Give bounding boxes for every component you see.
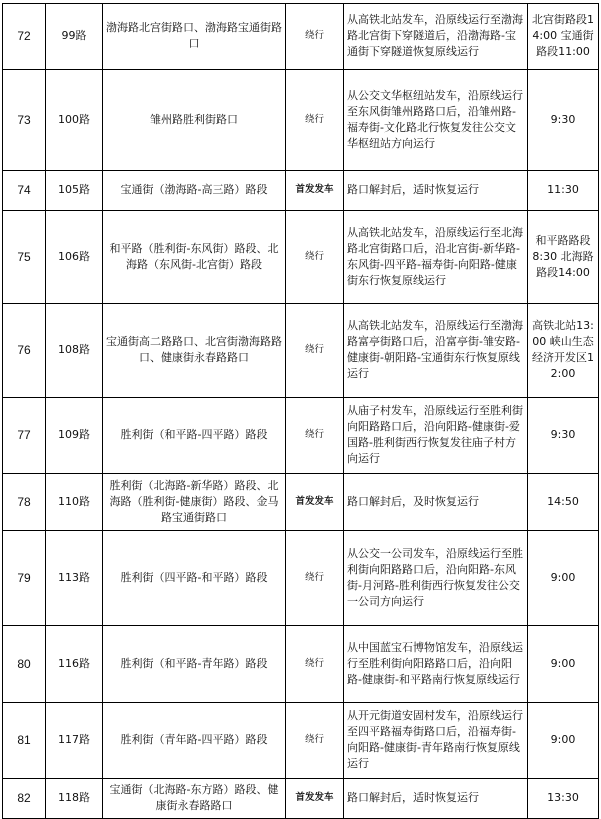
affected-section: 宝通街高二路路口、北宫街渤海路路口、健康街永春路路口 (103, 303, 286, 397)
resume-time: 9:00 (528, 702, 599, 778)
resume-time: 13:30 (528, 778, 599, 818)
status-label: 绕行 (286, 69, 344, 170)
detour-detail: 从开元街道安固村发车，沿原线运行至四平路福寿街路口后，沿福寿街-向阳路-健康街-青年路南行恢复原线运行 (344, 702, 528, 778)
route-name: 106路 (46, 210, 103, 303)
affected-section: 胜利街（青年路-四平路）路段 (103, 702, 286, 778)
affected-section: 雏州路胜利街路口 (103, 69, 286, 170)
detour-detail: 从高铁北站发车，沿原线运行至渤海路富亭街路口后，沿富亭街-雏安路-健康街-朝阳路-宝通街东行恢复原线运行 (344, 303, 528, 397)
status-label: 首发发车 (286, 473, 344, 530)
row-number: 79 (3, 530, 46, 625)
resume-time: 和平路路段8:30 北海路路段14:00 (528, 210, 599, 303)
affected-section: 渤海路北宫街路口、渤海路宝通街路口 (103, 3, 286, 69)
row-number: 75 (3, 210, 46, 303)
route-name: 118路 (46, 778, 103, 818)
status-label: 绕行 (286, 625, 344, 702)
affected-section: 和平路（胜利街-东风街）路段、北海路（东风街-北宫街）路段 (103, 210, 286, 303)
row-number: 74 (3, 170, 46, 210)
table-row (3, 303, 599, 397)
resume-time: 9:00 (528, 530, 599, 625)
resume-time: 高铁北站13:00 峡山生态经济开发区12:00 (528, 303, 599, 397)
resume-time: 北宫街路段14:00 宝通街路段11:00 (528, 3, 599, 69)
route-name: 109路 (46, 397, 103, 473)
status-label: 绕行 (286, 702, 344, 778)
affected-section: 胜利街（和平路-四平路）路段 (103, 397, 286, 473)
route-name: 99路 (46, 3, 103, 69)
detour-detail: 从公交一公司发车，沿原线运行至胜利街向阳路路口后，沿向阳路-东风街-月河路-胜利街西行恢复发往公交一公司方向运行 (344, 530, 528, 625)
status-label: 绕行 (286, 530, 344, 625)
status-label: 绕行 (286, 3, 344, 69)
status-label: 首发发车 (286, 778, 344, 818)
affected-section: 胜利街（北海路-新华路）路段、北海路（胜利街-健康街）路段、金马路宝通街路口 (103, 473, 286, 530)
row-number: 72 (3, 3, 46, 69)
row-number: 76 (3, 303, 46, 397)
table-row (3, 530, 599, 625)
route-name: 105路 (46, 170, 103, 210)
status-label: 绕行 (286, 397, 344, 473)
row-number: 82 (3, 778, 46, 818)
table-row (3, 778, 599, 818)
resume-time: 14:50 (528, 473, 599, 530)
detour-detail: 从公交文华枢纽站发车，沿原线运行至东风街雏州路路口后，沿雏州路-福寿街-文化路北行恢复发往公交文华枢纽站方向运行 (344, 69, 528, 170)
table-row (3, 702, 599, 778)
table-row (3, 69, 599, 170)
table-row (3, 625, 599, 702)
detour-detail: 从高铁北站发车，沿原线运行至渤海路北宫街下穿隧道后，沿渤海路-宝通街下穿隧道恢复原线运行 (344, 3, 528, 69)
resume-time: 11:30 (528, 170, 599, 210)
affected-section: 宝通街（渤海路-高三路）路段 (103, 170, 286, 210)
detour-detail: 路口解封后，适时恢复运行 (344, 170, 528, 210)
row-number: 78 (3, 473, 46, 530)
detour-detail: 路口解封后，及时恢复运行 (344, 473, 528, 530)
resume-time: 9:30 (528, 397, 599, 473)
resume-time: 9:00 (528, 625, 599, 702)
table-row (3, 170, 599, 210)
status-label: 绕行 (286, 303, 344, 397)
resume-time: 9:30 (528, 69, 599, 170)
detour-detail: 从庙子村发车，沿原线运行至胜利街向阳路路口后，沿向阳路-健康街-爱国路-胜利街西行恢复发往庙子村方向运行 (344, 397, 528, 473)
route-table (2, 0, 599, 819)
route-name: 117路 (46, 702, 103, 778)
detour-detail: 从中国蓝宝石博物馆发车，沿原线运行至胜利街向阳路路口后，沿向阳路-健康街-和平路南行恢复原线运行 (344, 625, 528, 702)
row-number: 80 (3, 625, 46, 702)
route-name: 108路 (46, 303, 103, 397)
affected-section: 胜利街（和平路-青年路）路段 (103, 625, 286, 702)
affected-section: 宝通街（北海路-东方路）路段、健康街永春路路口 (103, 778, 286, 818)
row-number: 81 (3, 702, 46, 778)
affected-section: 胜利街（四平路-和平路）路段 (103, 530, 286, 625)
row-number: 73 (3, 69, 46, 170)
status-label: 首发发车 (286, 170, 344, 210)
row-number: 77 (3, 397, 46, 473)
table-row (3, 397, 599, 473)
table-row (3, 210, 599, 303)
detour-detail: 路口解封后，适时恢复运行 (344, 778, 528, 818)
route-name: 113路 (46, 530, 103, 625)
status-label: 绕行 (286, 210, 344, 303)
route-name: 100路 (46, 69, 103, 170)
detour-detail: 从高铁北站发车，沿原线运行至北海路北宫街路口后，沿北宫街-新华路-东风街-四平路-福寿街-向阳路-健康街东行恢复原线运行 (344, 210, 528, 303)
table-row (3, 3, 599, 69)
route-name: 110路 (46, 473, 103, 530)
route-name: 116路 (46, 625, 103, 702)
table-row (3, 473, 599, 530)
